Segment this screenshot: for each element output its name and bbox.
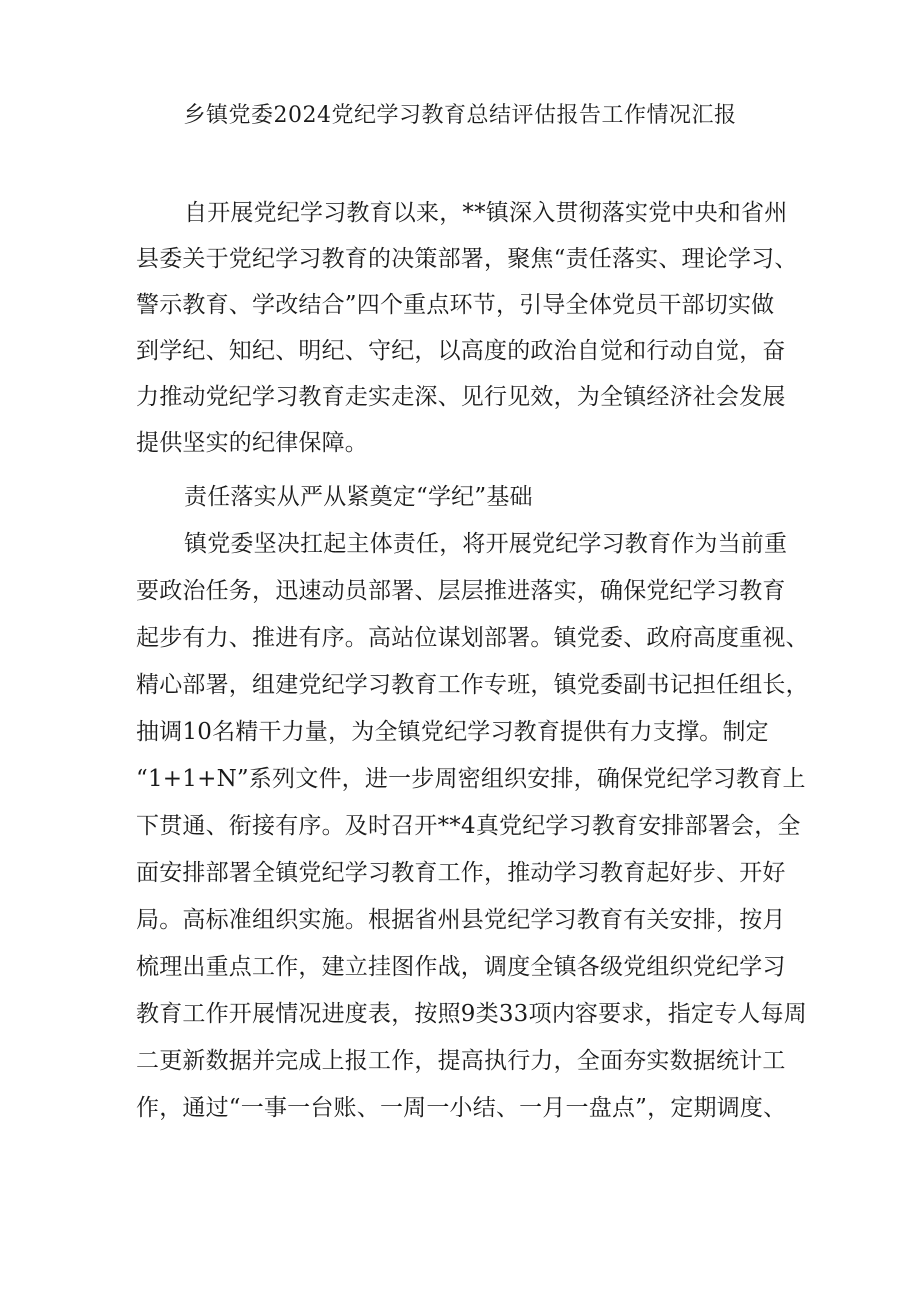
- paragraph-line: 力推动党纪学习教育走实走深、见行见效，为全镇经济社会发展: [136, 384, 786, 410]
- paragraph-line: 到学纪、知纪、明纪、守纪，以高度的政治自觉和行动自觉，奋: [136, 338, 786, 364]
- paragraph-line: “1+1+N”系列文件，进一步周密组织安排，确保党纪学习教育上: [136, 766, 806, 792]
- paragraph-line: 面安排部署全镇党纪学习教育工作，推动学习教育起好步、开好: [136, 860, 786, 886]
- paragraph-line: 精心部署，组建党纪学习教育工作专班，镇党委副书记担任组长，: [136, 672, 809, 698]
- paragraph-line: 县委关于党纪学习教育的决策部署，聚焦“责任落实、理论学习、: [136, 246, 798, 272]
- paragraph-line: 下贯通、衔接有序。及时召开**4真党纪学习教育安排部署会，全: [136, 813, 801, 839]
- paragraph-line: 抽调10名精干力量，为全镇党纪学习教育提供有力支撑。制定: [136, 719, 769, 745]
- paragraph-line: 梳理出重点工作，建立挂图作战，调度全镇各级党组织党纪学习: [136, 954, 786, 980]
- paragraph-line: 教育工作开展情况进度表，按照9类33项内容要求，指定专人每周: [136, 1001, 807, 1027]
- paragraph-line: 要政治任务，迅速动员部署、层层推进落实，确保党纪学习教育: [136, 578, 786, 604]
- section-heading: 责任落实从严从紧奠定“学纪”基础: [184, 484, 533, 510]
- paragraph-line: 二更新数据并完成上报工作，提高执行力，全面夯实数据统计工: [136, 1048, 786, 1074]
- paragraph-line: 自开展党纪学习教育以来，**镇深入贯彻落实党中央和省州: [184, 200, 788, 226]
- paragraph-line: 作，通过“一事一台账、一周一小结、一月一盘点”，定期调度、: [136, 1095, 787, 1121]
- document-title: 乡镇党委2024党纪学习教育总结评估报告工作情况汇报: [183, 103, 737, 128]
- paragraph-line: 警示教育、学改结合”四个重点环节，引导全体党员干部切实做: [136, 292, 775, 318]
- paragraph-line: 镇党委坚决扛起主体责任，将开展党纪学习教育作为当前重: [184, 531, 788, 557]
- paragraph-line: 局。高标准组织实施。根据省州县党纪学习教育有关安排，按月: [136, 907, 786, 933]
- paragraph-line: 起步有力、推进有序。高站位谋划部署。镇党委、政府高度重视、: [136, 625, 809, 651]
- paragraph-line: 提供坚实的纪律保障。: [136, 430, 368, 456]
